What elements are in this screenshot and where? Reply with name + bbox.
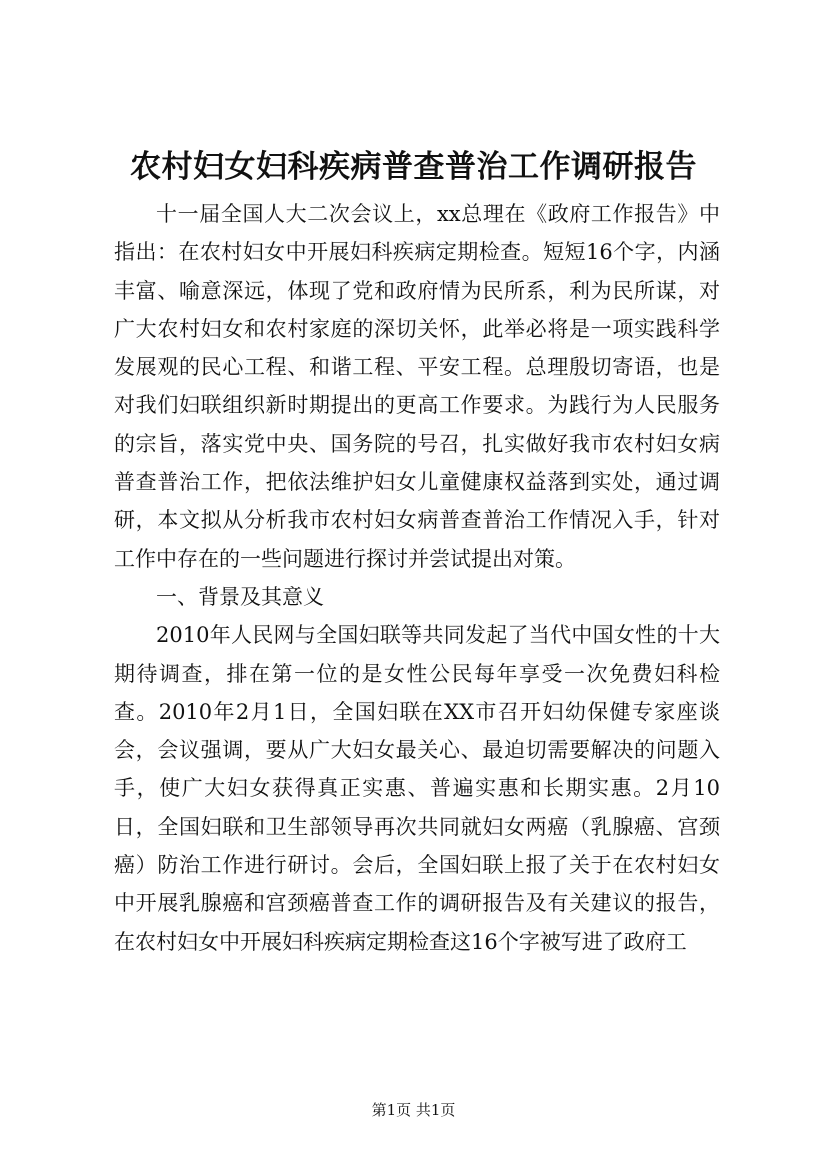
paragraph-background: 2010年人民网与全国妇联等共同发起了当代中国女性的十大期待调查，排在第一位的是女性公民每年享受一次免费妇科检查。2010年2月1日，全国妇联在XX市召开妇幼保健专家座谈会，会议强调，要从广大妇女最关心、最迫切需要解决的问题入手，使广大妇女获得真正实惠、普遍实惠和长期实惠。2月10日，全国妇联和卫生部领导再次共同就妇女两癌（乳腺癌、宫颈癌）防治工作进行研讨。会后，全国妇联上报了关于在农村妇女中开展乳腺癌和宫颈癌普查工作的调研报告及有关建议的报告，在农村妇女中开展妇科疾病定期检查这16个字被写进了政府工 (114, 623, 720, 954)
section-heading-background: 一、背景及其意义 (156, 584, 324, 609)
document-body (114, 195, 720, 961)
document-title: 农村妇女妇科疾病普查普治工作调研报告 (130, 149, 697, 185)
paragraph-intro: 十一届全国人大二次会议上，xx总理在《政府工作报告》中指出：在农村妇女中开展妇科疾病定期检查。短短16个字，内涵丰富、喻意深远，体现了党和政府情为民所系，利为民所谋，对广大农村妇女和农村家庭的深切关怀，此举必将是一项实践科学发展观的民心工程、和谐工程、平安工程。总理殷切寄语，也是对我们妇联组织新时期提出的更高工作要求。为践行为人民服务的宗旨，落实党中央、国务院的号召，扎实做好我市农村妇女病普查普治工作，把依法维护妇女儿童健康权益落到实处，通过调研，本文拟从分析我市农村妇女病普查普治工作情况入手，针对工作中存在的一些问题进行探讨并尝试提出对策。 (114, 202, 720, 571)
page-footer: 第1页 共1页 (371, 1101, 456, 1119)
